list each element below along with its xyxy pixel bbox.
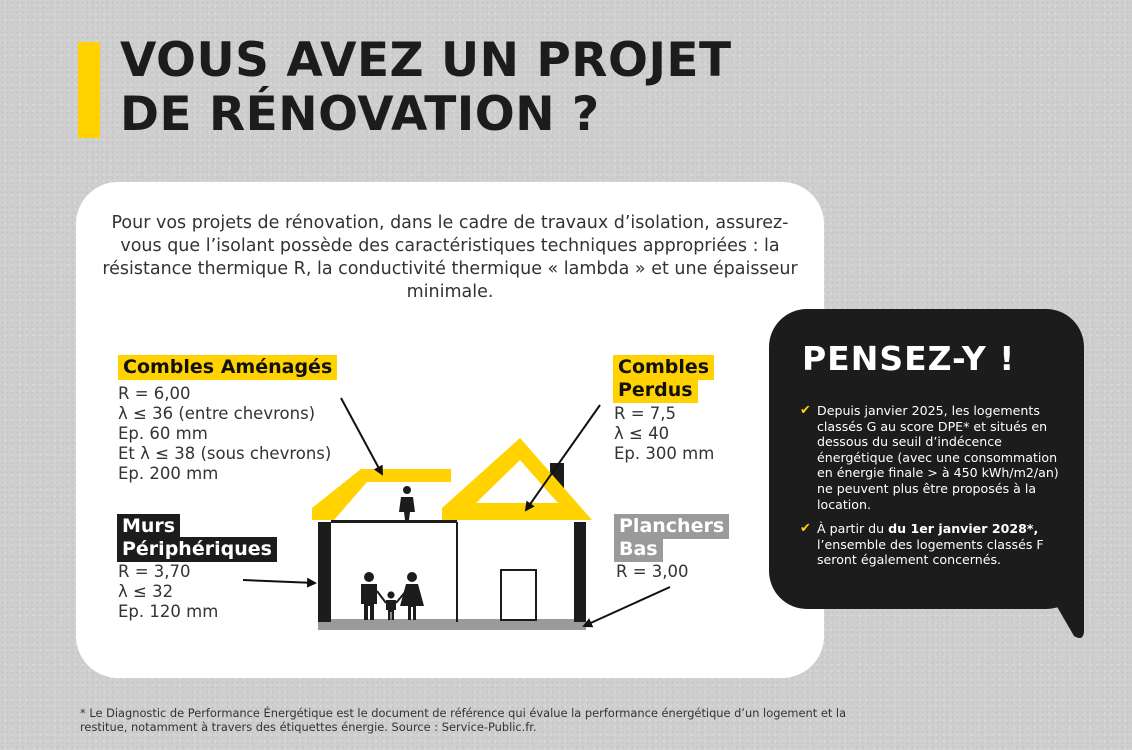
specs-combles-perdus — [614, 404, 714, 464]
footnote: * Le Diagnostic de Performance Énergétique est le document de référence qui évalue la performance énergétique d’un logement et la restitue, notamment à travers des étiquettes énergie. Source : Service-Public.fr. — [80, 706, 847, 734]
interior-wall — [456, 522, 458, 622]
label-combles-perdus-2: Perdus — [613, 378, 698, 403]
pensez-y-list — [800, 403, 1070, 577]
door-icon — [501, 570, 536, 620]
specs-murs — [118, 562, 218, 622]
arrow-murs — [243, 580, 315, 583]
arrow-combles-amenages — [341, 398, 382, 474]
arrow-planchers — [584, 587, 670, 626]
spec-line: Ep. 60 mm — [118, 424, 208, 443]
label-planchers-2: Bas — [614, 537, 663, 562]
floor-insulation — [318, 619, 586, 630]
intro-text: Pour vos projets de rénovation, dans le cadre de travaux d’isolation, assurez- vous que l’isolant possède des caractéristiques techniques appropriées : la résistance thermique R, la conductivité thermique « lambda » et une épaisseur minimale. — [102, 213, 798, 302]
pensez-y-item — [800, 521, 1070, 568]
spec-line: R = 3,70 — [118, 562, 191, 581]
pensez-y-title: PENSEZ-Y ! — [802, 339, 1016, 378]
family-icon — [361, 572, 424, 620]
check-icon: ✔ — [800, 403, 811, 418]
spec-line: Ep. 120 mm — [118, 602, 219, 621]
spec-line: R = 3,00 — [616, 562, 689, 581]
spec-line: λ ≤ 32 — [118, 582, 174, 601]
spec-line: R = 6,00 — [118, 384, 191, 403]
pensez-y-item-2-prefix: À partir du — [817, 521, 889, 537]
right-wall — [574, 522, 586, 622]
pensez-y-item-1-text: Depuis janvier 2025, les logements classés G au score DPE* et situés en dessous du seuil d’indécence énergétique (avec une consommation en énergie finale > à 450 kWh/m2/an) ne peuvent plus être proposés à la location. — [817, 403, 1059, 512]
left-wall — [318, 522, 331, 622]
check-icon: ✔ — [800, 521, 811, 537]
house-icon — [312, 438, 592, 630]
left-roof-insulation — [312, 469, 451, 520]
spec-line: λ ≤ 40 — [614, 424, 670, 443]
person-icon — [399, 486, 415, 520]
title-line-1: VOUS AVEZ UN PROJET — [120, 33, 732, 88]
label-combles-amenages: Combles Aménagés — [118, 355, 337, 380]
label-murs-2: Périphériques — [117, 537, 277, 562]
title-line-2: DE RÉNOVATION ? — [120, 87, 600, 142]
pensez-y-item-2-date: du 1er janvier 2028*, — [888, 521, 1039, 537]
pensez-y-item — [800, 403, 1070, 512]
attic-floor — [331, 520, 457, 523]
specs-planchers — [616, 562, 689, 582]
spec-line: Ep. 200 mm — [118, 464, 219, 483]
right-roof-insulation — [442, 438, 592, 520]
label-combles-perdus-1: Combles — [613, 355, 714, 380]
specs-combles-amenages — [118, 384, 331, 484]
spec-line: Ep. 300 mm — [614, 444, 715, 463]
spec-line: Et λ ≤ 38 (sous chevrons) — [118, 444, 332, 463]
label-planchers-1: Planchers — [614, 514, 729, 539]
pensez-y-item-2-suffix: l’ensemble des logements classés F seront également concernés. — [817, 536, 1044, 568]
spec-line: λ ≤ 36 (entre chevrons) — [118, 404, 316, 423]
spec-line: R = 7,5 — [614, 404, 677, 423]
label-murs-1: Murs — [117, 514, 180, 539]
